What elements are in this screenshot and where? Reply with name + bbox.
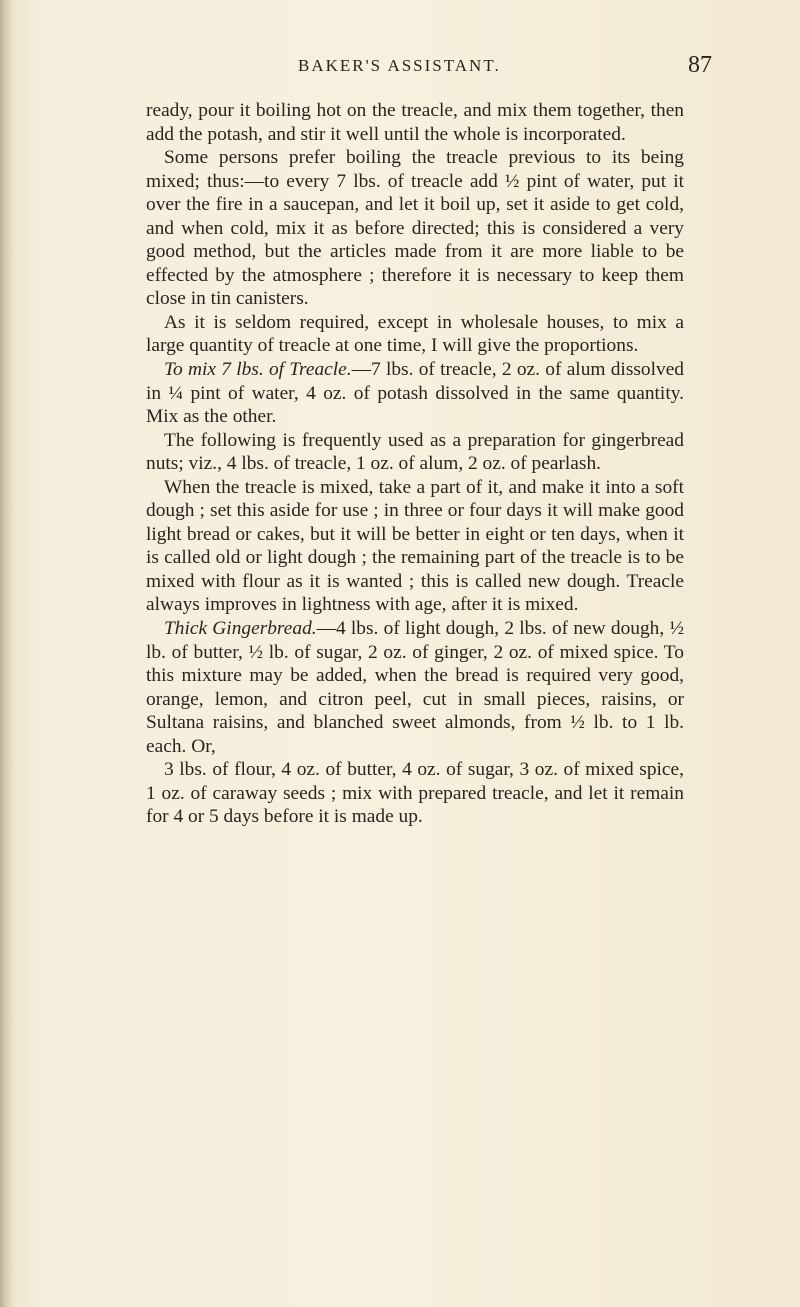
paragraph: 3 lbs. of flour, 4 oz. of butter, 4 oz. of sugar, 3 oz. of mixed spice, 1 oz. of caraway seeds ; mix with prepared treacle, and let it remain for 4 or 5 days before it is made up. — [146, 759, 684, 828]
recipe-paragraph — [146, 617, 684, 758]
recipe-paragraph — [146, 358, 684, 429]
page-number: 87 — [688, 52, 712, 78]
paragraph: The following is frequently used as a preparation for gingerbread nuts; viz., 4 lbs. of treacle, 1 oz. of alum, 2 oz. of pearlash. — [146, 429, 684, 475]
paragraph: As it is seldom required, except in wholesale houses, to mix a large quantity of treacle at one time, I will give the proportions. — [146, 311, 684, 357]
paragraph: When the treacle is mixed, take a part of it, and make it into a soft dough ; set this aside for use ; in three or four days it will make good light bread or cakes, but it will be better in eight or ten days, when it is called old or light dough ; the remaining part of the treacle is to be mixed with flour as it is wanted ; this is called new dough. Treacle always improves in lightness with age, after it is mixed. — [146, 476, 684, 616]
page-header — [148, 52, 712, 86]
running-head: BAKER'S ASSISTANT. — [298, 56, 501, 75]
body-text — [146, 99, 684, 829]
recipe-text: —4 lbs. of light dough, 2 lbs. of new dough, ½ lb. of butter, ½ lb. of sugar, 2 oz. of ginger, 2 oz. of mixed spice. To this mixture may be added, when the bread is required very good, orange, lemon, and citron peel, cut in small pieces, raisins, or Sultana raisins, and blanched sweet almonds, from ½ lb. to 1 lb. each. Or, — [146, 618, 684, 757]
binding-edge — [0, 0, 14, 1307]
recipe-text: —7 lbs. of treacle, 2 oz. of alum dissolved in ¼ pint of water, 4 oz. of potash dissolved in the same quantity. Mix as the other. — [146, 359, 684, 428]
paragraph: Some persons prefer boiling the treacle previous to its being mixed; thus:—to every 7 lbs. of treacle add ½ pint of water, put it over the fire in a saucepan, and let it boil up, set it aside to get cold, and when cold, mix it as before directed; this is considered a very good method, but the articles made from it are more liable to be effected by the atmosphere ; therefore it is necessary to keep them close in tin canisters. — [146, 147, 684, 310]
recipe-heading: Thick Gingerbread. — [164, 618, 317, 640]
recipe-heading: To mix 7 lbs. of Treacle. — [164, 359, 352, 381]
paragraph: ready, pour it boiling hot on the treacle, and mix them together, then add the potash, and stir it well until the whole is incorporated. — [146, 100, 684, 145]
